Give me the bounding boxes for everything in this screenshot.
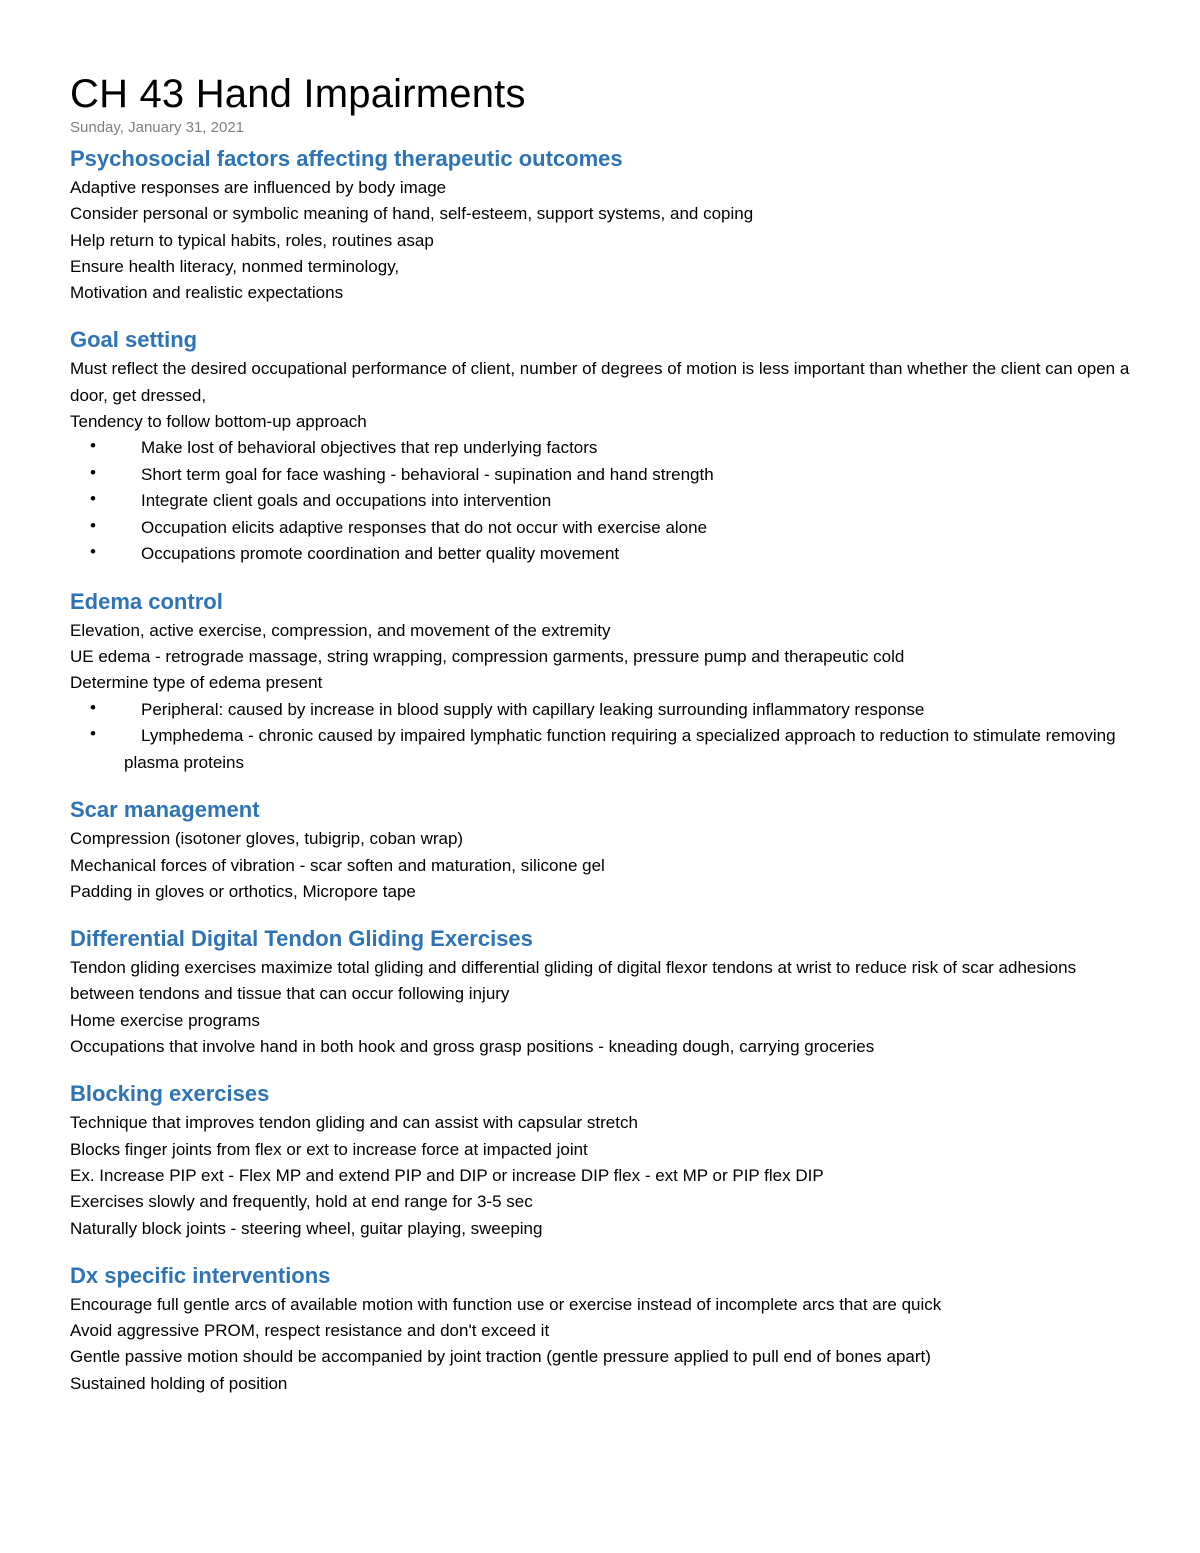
bullet-icon: • — [90, 724, 96, 744]
note-line: Motivation and realistic expectations — [70, 283, 344, 303]
section-heading: Edema control — [70, 588, 223, 614]
note-line: Adaptive responses are influenced by body image — [70, 178, 447, 197]
bullet-text: Occupation elicits adaptive responses that do not occur with exercise alone — [141, 517, 708, 537]
note-line: Tendon gliding exercises maximize total gliding and differential gliding of digital flexor tendons at wrist to reduce risk of scar adhesions between tendons and tissue that can occur following injury — [70, 958, 1077, 1004]
bullet-icon: • — [90, 462, 96, 482]
note-line: Help return to typical habits, roles, routines asap — [70, 230, 434, 250]
document-page — [70, 70, 1130, 1416]
section-scar-management — [70, 795, 1130, 905]
note-line: Mechanical forces of vibration - scar soften and maturation, silicone gel — [70, 855, 605, 875]
bullet-item — [70, 462, 1130, 489]
section-heading: Dx specific interventions — [70, 1262, 331, 1288]
section-edema-control — [70, 587, 1130, 776]
bullet-item — [70, 723, 1130, 776]
page-title: CH 43 Hand Impairments — [70, 72, 526, 116]
note-line: Determine type of edema present — [70, 673, 323, 693]
bullet-item — [70, 435, 1130, 462]
bullet-item — [70, 541, 1130, 568]
note-line: Elevation, active exercise, compression, and movement of the extremity — [70, 620, 611, 640]
note-line: Avoid aggressive PROM, respect resistance and don't exceed it — [70, 1321, 550, 1341]
section-heading: Blocking exercises — [70, 1081, 270, 1107]
bullet-icon: • — [90, 542, 96, 562]
bullet-list — [70, 697, 1130, 777]
section-heading: Goal setting — [70, 327, 198, 353]
bullet-text: Short term goal for face washing - behavioral - supination and hand strength — [141, 464, 714, 484]
section-tendon-gliding — [70, 924, 1130, 1060]
note-line: Blocks finger joints from flex or ext to increase force at impacted joint — [70, 1139, 588, 1159]
page-date: Sunday, January 31, 2021 — [70, 119, 245, 136]
note-line: Must reflect the desired occupational performance of client, number of degrees of motion is less important than whether the client can open a door, get dressed, — [70, 359, 1130, 405]
bullet-icon: • — [90, 436, 96, 456]
section-blocking-exercises — [70, 1079, 1130, 1241]
bullet-icon: • — [90, 515, 96, 535]
bullet-text: Integrate client goals and occupations into intervention — [141, 491, 552, 511]
section-dx-specific — [70, 1261, 1130, 1397]
note-line: Ensure health literacy, nonmed terminology, — [70, 256, 400, 276]
bullet-item — [70, 515, 1130, 542]
section-psychosocial — [70, 144, 1130, 306]
section-heading: Scar management — [70, 797, 260, 823]
section-goal-setting — [70, 325, 1130, 567]
bullet-icon: • — [90, 697, 96, 717]
bullet-icon: • — [90, 489, 96, 509]
note-line: Home exercise programs — [70, 1010, 260, 1030]
note-line: Consider personal or symbolic meaning of hand, self-esteem, support systems, and coping — [70, 204, 754, 224]
note-line: Compression (isotoner gloves, tubigrip, coban wrap) — [70, 829, 464, 849]
bullet-text: Peripheral: caused by increase in blood supply with capillary leaking surrounding inflammatory response — [141, 699, 925, 719]
note-line: Naturally block joints - steering wheel, guitar playing, sweeping — [70, 1218, 543, 1238]
note-line: Occupations that involve hand in both hook and gross grasp positions - kneading dough, carrying groceries — [70, 1037, 875, 1057]
section-heading: Differential Digital Tendon Gliding Exercises — [70, 926, 533, 952]
bullet-item — [70, 488, 1130, 515]
note-line: Exercises slowly and frequently, hold at end range for 3-5 sec — [70, 1192, 533, 1212]
bullet-list — [70, 435, 1130, 568]
note-line: Ex. Increase PIP ext - Flex MP and extend PIP and DIP or increase DIP flex - ext MP or PIP flex DIP — [70, 1165, 824, 1185]
bullet-text: Lymphedema - chronic caused by impaired lymphatic function requiring a specialized approach to reduction to stimulate removing plasma proteins — [124, 726, 1116, 772]
note-line: Encourage full gentle arcs of available motion with function use or exercise instead of incomplete arcs that are quick — [70, 1294, 942, 1314]
bullet-text: Make lost of behavioral objectives that rep underlying factors — [141, 438, 598, 458]
note-line: Tendency to follow bottom-up approach — [70, 412, 367, 432]
note-line: UE edema - retrograde massage, string wrapping, compression garments, pressure pump and therapeutic cold — [70, 647, 905, 667]
note-line: Technique that improves tendon gliding and can assist with capsular stretch — [70, 1113, 638, 1133]
note-line: Gentle passive motion should be accompanied by joint traction (gentle pressure applied to pull end of bones apart) — [70, 1347, 931, 1367]
bullet-text: Occupations promote coordination and better quality movement — [141, 544, 620, 564]
section-heading: Psychosocial factors affecting therapeutic outcomes — [70, 146, 623, 171]
note-line: Padding in gloves or orthotics, Micropore tape — [70, 881, 416, 901]
bullet-item — [70, 697, 1130, 724]
note-line: Sustained holding of position — [70, 1373, 288, 1393]
